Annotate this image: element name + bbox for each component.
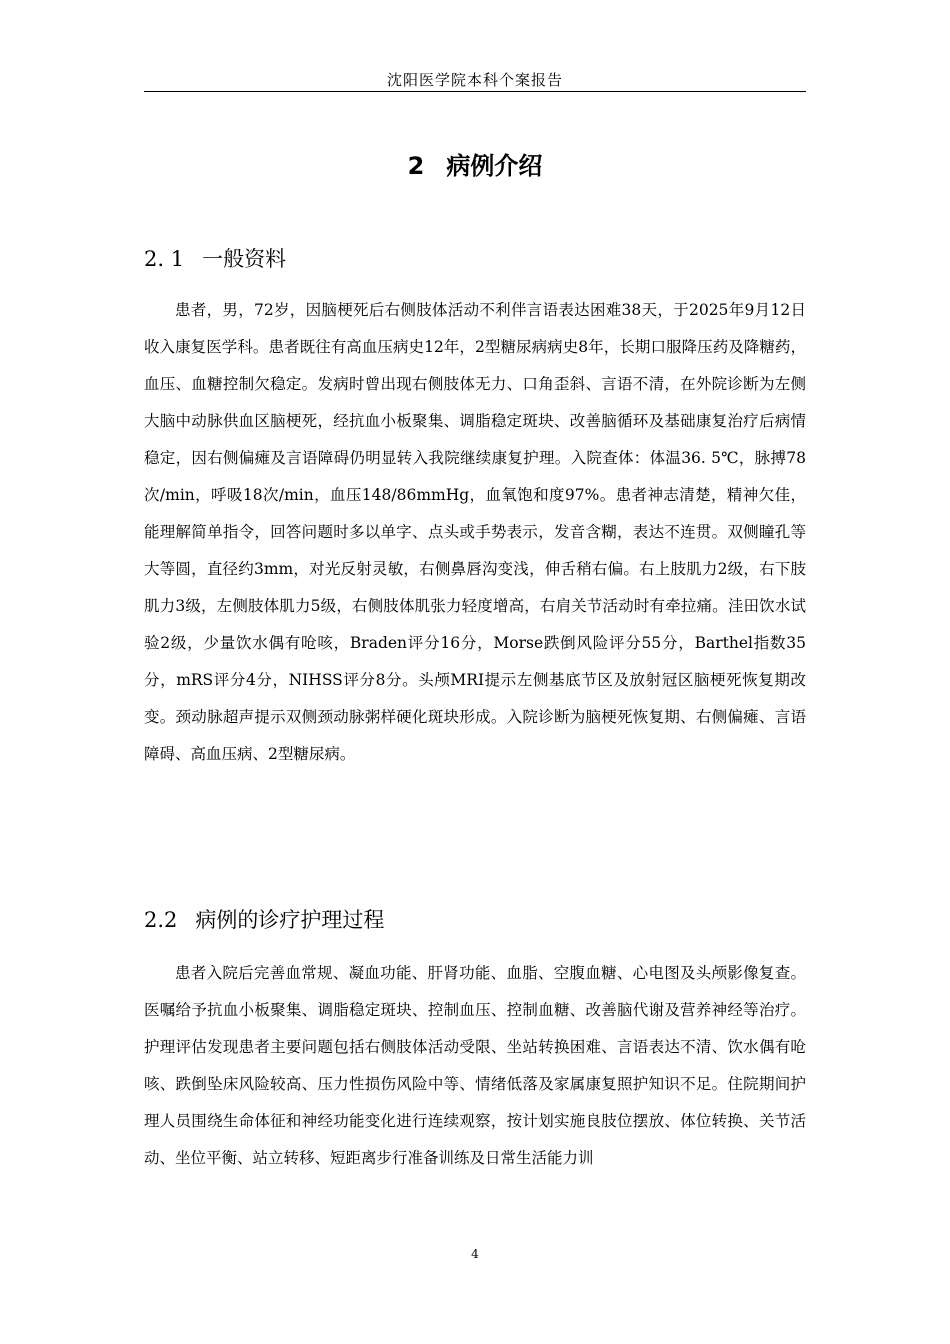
section-number: 2.2 [144,908,178,932]
paragraph-general-info: 患者，男，72岁，因脑梗死后右侧肢体活动不利伴言语表达困难38天，于2025年9月12日收入康复医学科。患者既往有高血压病史12年，2型糖尿病病史8年，长期口服降压药及降糖药，血压、血糖控制欠稳定。发病时曾出现右侧肢体无力、口角歪斜、言语不清，在外院诊断为左侧大脑中动脉供血区脑梗死，经抗血小板聚集、调脂稳定斑块、改善脑循环及基础康复治疗后病情稳定，因右侧偏瘫及言语障碍仍明显转入我院继续康复护理。入院查体：体温36. 5℃，脉搏78次/min，呼吸18次/min，血压148/86mmHg，血氧饱和度97%。患者神志清楚，精神欠佳，能理解简单指令，回答问题时多以单字、点头或手势表示，发音含糊，表达不连贯。双侧瞳孔等大等圆，直径约3mm，对光反射灵敏，右侧鼻唇沟变浅，伸舌稍右偏。右上肢肌力2级，右下肢肌力3级，左侧肢体肌力5级，右侧肢体肌张力轻度增高，右肩关节活动时有牵拉痛。洼田饮水试验2级，少量饮水偶有呛咳，Braden评分16分，Morse跌倒风险评分55分，Barthel指数35分，mRS评分4分，NIHSS评分8分。头颅MRI提示左侧基底节区及放射冠区脑梗死恢复期改变。颈动脉超声提示双侧颈动脉粥样硬化斑块形成。入院诊断为脑梗死恢复期、右侧偏瘫、言语障碍、高血压病、2型糖尿病。 [144,301,806,763]
section-title-treatment-process [144,904,806,936]
section-number: 2. 1 [144,247,185,271]
paragraph-treatment-process: 患者入院后完善血常规、凝血功能、肝肾功能、血脂、空腹血糖、心电图及头颅影像复查。医嘱给予抗血小板聚集、调脂稳定斑块、控制血压、控制血糖、改善脑代谢及营养神经等治疗。护理评估发现患者主要问题包括右侧肢体活动受限、坐站转换困难、言语表达不清、饮水偶有呛咳、跌倒坠床风险较高、压力性损伤风险中等、情绪低落及家属康复照护知识不足。住院期间护理人员围绕生命体征和神经功能变化进行连续观察，按计划实施良肢位摆放、体位转换、关节活动、坐位平衡、站立转移、短距离步行准备训练及日常生活能力训 [144,964,806,1167]
chapter-title-text: 病例介绍 [446,152,543,180]
page-number: 4 [471,1247,479,1261]
page-header: 沈阳医学院本科个案报告 [144,69,806,92]
chapter-title [144,148,806,184]
chapter-number: 2 [407,152,425,180]
section-title-text: 一般资料 [202,247,287,271]
section-title-text: 病例的诊疗护理过程 [195,908,385,932]
section-title-general-info [144,243,806,275]
